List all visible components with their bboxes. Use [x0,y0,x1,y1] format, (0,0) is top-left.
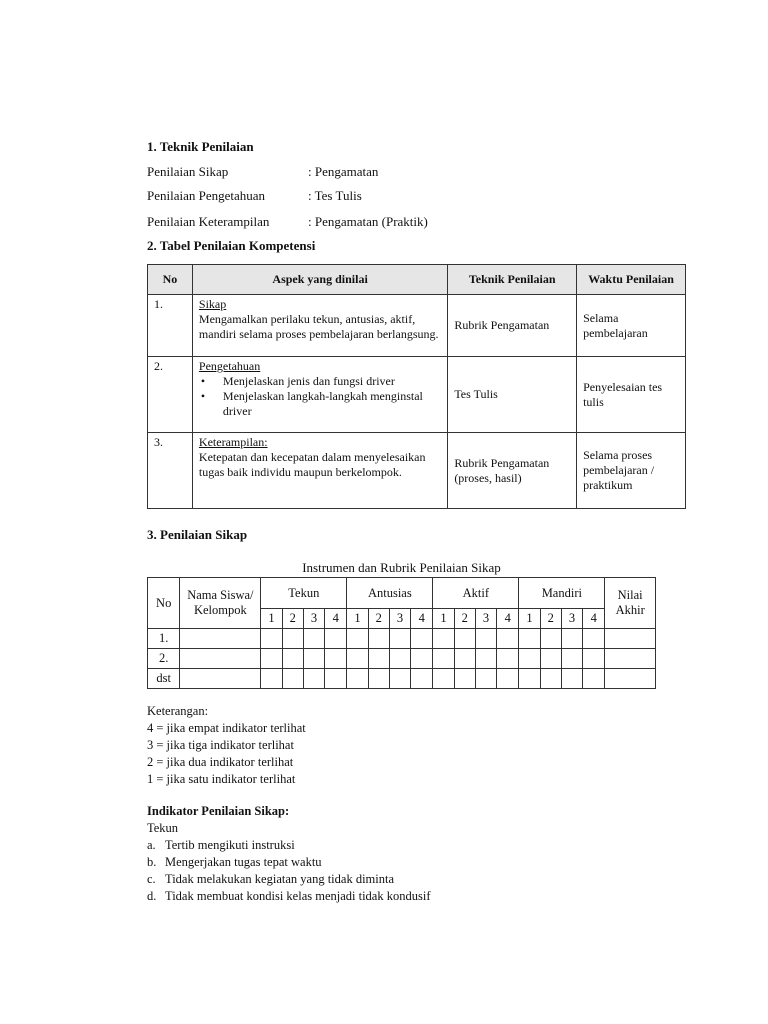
keterangan-item: 2 = jika dua indikator terlihat [147,755,294,769]
row-value-sikap: : Pengamatan [308,164,379,179]
score-header: 4 [583,609,605,629]
section-heading-teknik-penilaian: 1. Teknik Penilaian [147,139,254,154]
item-letter: b. [147,855,157,869]
indikator-block [147,803,431,905]
rubric-table [147,577,656,689]
row-number: dst [148,669,180,689]
indikator-heading: Indikator Penilaian Sikap: [147,804,290,818]
keterangan-item: 3 = jika tiga indikator terlihat [147,738,294,752]
header-aktif: Aktif [433,578,519,609]
keterangan-block [147,703,306,788]
table-row [148,295,686,357]
item-letter: d. [147,889,157,903]
score-header: 4 [497,609,519,629]
cell-waktu: Selama pembelajaran [577,295,686,357]
header-aspek: Aspek yang dinilai [192,265,447,295]
cell-teknik: Rubrik Pengamatan [448,295,577,357]
row-label-sikap: Penilaian Sikap [147,164,229,179]
cell-waktu: Penyelesaian tes tulis [577,357,686,433]
score-header: 1 [347,609,368,629]
score-header: 2 [282,609,303,629]
score-header: 3 [475,609,496,629]
cell-waktu: Selama proses pembelajaran / praktikum [577,433,686,509]
header-waktu: Waktu Penilaian [577,265,686,295]
indikator-subheading: Tekun [147,821,179,835]
header-no: No [148,265,193,295]
score-header: 1 [519,609,540,629]
table-row [148,669,656,689]
item-letter: c. [147,872,156,886]
score-header: 3 [303,609,324,629]
row-number: 2. [148,649,180,669]
header-no: No [148,578,180,629]
list-item: • Menjelaskan langkah-langkah menginstal driver [223,389,441,419]
score-header: 2 [540,609,561,629]
aspek-title: Sikap [198,297,227,311]
cell-no: 2. [148,357,193,433]
competency-table [147,264,686,509]
item-text: Tertib mengikuti instruksi [165,838,295,852]
row-value-pengetahuan: : Tes Tulis [308,188,362,203]
score-header: 2 [454,609,475,629]
header-antusias: Antusias [347,578,433,609]
cell-teknik: Tes Tulis [448,357,577,433]
item-letter: a. [147,838,156,852]
aspek-bullets [199,374,441,419]
section-heading-penilaian-sikap: 3. Penilaian Sikap [147,527,248,542]
section-heading-tabel-kompetensi: 2. Tabel Penilaian Kompetensi [147,238,316,253]
score-header: 1 [433,609,454,629]
table-row [148,433,686,509]
list-item: • Menjelaskan jenis dan fungsi driver [223,374,441,389]
score-header: 4 [325,609,347,629]
list-item [147,854,431,871]
rubric-caption: Instrumen dan Rubrik Penilaian Sikap [302,560,501,575]
table-row [148,629,656,649]
list-item [147,888,431,905]
aspek-text: Ketepatan dan kecepatan dalam menyelesaikan tugas baik individu maupun berkelompok. [198,450,426,479]
aspek-text: Mengamalkan perilaku tekun, antusias, aktif, mandiri selama proses pembelajaran berlangsung. [198,312,439,341]
item-text: Mengerjakan tugas tepat waktu [165,855,322,869]
row-value-keterampilan: : Pengamatan (Praktik) [308,214,428,229]
score-header: 3 [389,609,410,629]
list-item [147,871,431,888]
cell-aspek [192,433,447,509]
header-nilai-akhir: Nilai Akhir [605,578,656,629]
keterangan-item: 4 = jika empat indikator terlihat [147,721,306,735]
header-tekun: Tekun [261,578,347,609]
cell-no: 3. [148,433,193,509]
cell-teknik: Rubrik Pengamatan (proses, hasil) [448,433,577,509]
cell-aspek [192,357,447,433]
score-header: 2 [368,609,389,629]
score-header: 1 [261,609,282,629]
score-header: 4 [411,609,433,629]
score-header: 3 [561,609,582,629]
list-item [147,837,431,854]
keterangan-title: Keterangan: [147,704,209,718]
keterangan-item: 1 = jika satu indikator terlihat [147,772,296,786]
item-text: Tidak membuat kondisi kelas menjadi tidak kondusif [165,889,431,903]
header-nama: Nama Siswa/ Kelompok [180,578,261,629]
item-text: Tidak melakukan kegiatan yang tidak diminta [165,872,395,886]
aspek-title: Keterampilan: [198,435,268,449]
table-row [148,649,656,669]
table-row [148,357,686,433]
header-mandiri: Mandiri [519,578,605,609]
header-teknik: Teknik Penilaian [448,265,577,295]
aspek-title: Pengetahuan [198,359,261,373]
row-label-pengetahuan: Penilaian Pengetahuan [147,188,266,203]
cell-no: 1. [148,295,193,357]
cell-aspek [192,295,447,357]
row-label-keterampilan: Penilaian Keterampilan [147,214,270,229]
row-number: 1. [148,629,180,649]
